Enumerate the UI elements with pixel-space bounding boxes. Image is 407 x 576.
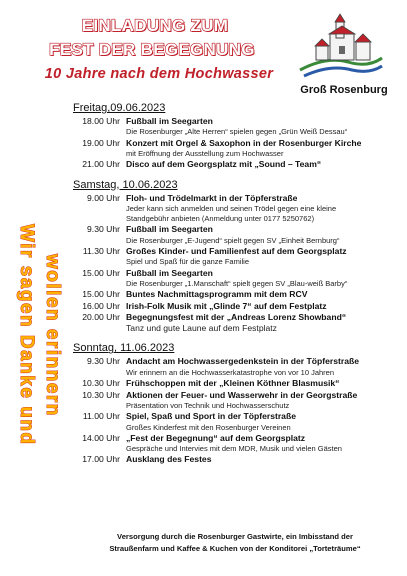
event-row [70, 246, 400, 257]
event-time: 11.30 Uhr [82, 246, 120, 257]
event-row [70, 301, 400, 312]
event-row [70, 312, 400, 323]
event-row [70, 268, 400, 279]
event-title: Spiel, Spaß und Sport in der Töpferstraße [126, 411, 296, 422]
event-title: Fußball im Seegarten [126, 224, 213, 235]
event-time: 9.00 Uhr [87, 192, 120, 203]
day-title: Samstag, 10.06.2023 [73, 178, 178, 191]
event-row [70, 116, 400, 127]
event-title: Floh- und Trödelmarkt in der Töpferstraße [126, 192, 298, 203]
day-friday [70, 102, 400, 171]
event-detail: mit Eröffnung der Ausstellung zum Hochwasser [126, 149, 284, 159]
event-time: 21.00 Uhr [82, 159, 120, 170]
vertical-slogan-1: Wir sagen Danke und [16, 224, 37, 446]
event-detail: Standgebühr anbieten (Anmeldung unter 0177 5250762) [126, 214, 315, 224]
event-detail: Wir erinnern an die Hochwasserkatastrophe von vor 10 Jahren [126, 367, 335, 377]
event-row [70, 289, 400, 300]
title-line-1: EINLADUNG ZUM [81, 16, 229, 35]
footer-line-1: Versorgung durch die Rosenburger Gastwirte, ein Imbisstand der [117, 532, 353, 541]
event-title: Konzert mit Orgel & Saxophon in der Rosenburger Kirche [126, 137, 362, 148]
event-row [70, 433, 400, 444]
event-time: 10.30 Uhr [82, 378, 120, 389]
event-time: 17.00 Uhr [82, 454, 120, 465]
event-time: 19.00 Uhr [82, 137, 120, 148]
event-row [70, 378, 400, 389]
event-row [70, 224, 400, 235]
event-detail: Die Rosenburger „Alte Herren“ spielen gegen „Grün Weiß Dessau“ [126, 127, 348, 137]
header [0, 0, 407, 100]
event-row [70, 138, 400, 149]
event-time: 11.00 Uhr [82, 411, 120, 422]
event-time: 10.30 Uhr [82, 389, 120, 400]
event-title: Aktionen der Feuer- und Wasserwehr in der Georgstraße [126, 389, 358, 400]
event-detail: Jeder kann sich anmelden und seinen Trödel gegen eine kleine [126, 204, 337, 214]
event-title: Fußball im Seegarten [126, 267, 213, 278]
event-time: 9.30 Uhr [87, 224, 120, 235]
event-detail: Spiel und Spaß für die ganze Familie [126, 257, 249, 267]
program [70, 100, 400, 466]
event-time: 16.00 Uhr [82, 300, 120, 311]
footer-line-2: Straußenfarm und Kaffee & Kuchen von der Konditorei „Torteträume“ [109, 544, 361, 553]
event-time: 20.00 Uhr [82, 312, 120, 323]
event-time: 18.00 Uhr [82, 116, 120, 126]
day-saturday [70, 179, 400, 335]
event-row [70, 411, 400, 422]
event-title: Disco auf dem Georgsplatz mit „Sound – Team“ [126, 159, 322, 170]
event-row [70, 454, 400, 465]
town-logo [296, 12, 386, 80]
event-title: Ausklang des Festes [126, 454, 212, 465]
event-title: Andacht am Hochwassergedenkstein in der Töpferstraße [126, 356, 360, 367]
event-detail: Die Rosenburger „E-Jugend“ spielt gegen SV „Einheit Bernburg“ [126, 235, 340, 245]
title-line-2: FEST DER BEGEGNUNG [49, 40, 255, 59]
event-title: Frühschoppen mit der „Kleinen Köthner Blasmusik“ [126, 378, 340, 389]
event-row [70, 159, 400, 170]
event-detail: Präsentation von Technik und Hochwasserschutz [126, 400, 290, 410]
day-title: Sonntag, 11.06.2023 [73, 342, 175, 355]
event-title: „Fest der Begegnung“ auf dem Georgsplatz [126, 432, 306, 443]
event-row [70, 356, 400, 367]
title-line-3: 10 Jahre nach dem Hochwasser [44, 66, 274, 82]
footer-note [70, 531, 400, 555]
logo-caption: Groß Rosenburg [300, 84, 388, 96]
event-title: Irish-Folk Musik mit „Glinde 7“ auf dem Festplatz [126, 300, 327, 311]
event-row [70, 193, 400, 204]
event-time: 9.30 Uhr [87, 356, 120, 367]
event-detail: Gespräche und Intervies mit dem MDR, Musik und vielen Gästen [126, 444, 342, 454]
event-title: Buntes Nachmittagsprogramm mit dem RCV [126, 289, 308, 300]
event-title: Fußball im Seegarten [126, 116, 213, 126]
vertical-slogan-2: wollen erinnern [42, 253, 63, 417]
event-time: 15.00 Uhr [82, 267, 120, 278]
day-title: Freitag,09.06.2023 [73, 102, 166, 114]
event-title: Großes Kinder- und Familienfest auf dem Georgsplatz [126, 246, 347, 257]
event-detail: Tanz und gute Laune auf dem Festplatz [126, 323, 277, 334]
event-title: Begegnungsfest mit der „Andreas Lorenz Showband“ [126, 312, 347, 323]
event-time: 14.00 Uhr [82, 432, 120, 443]
event-detail: Großes Kinderfest mit den Rosenburger Vereinen [126, 422, 291, 432]
event-time: 15.00 Uhr [82, 289, 120, 300]
day-sunday [70, 342, 400, 465]
event-row [70, 390, 400, 401]
event-detail: Die Rosenburger „1.Manschaft“ spielt gegen SV „Blau-weiß Barby“ [126, 279, 348, 289]
